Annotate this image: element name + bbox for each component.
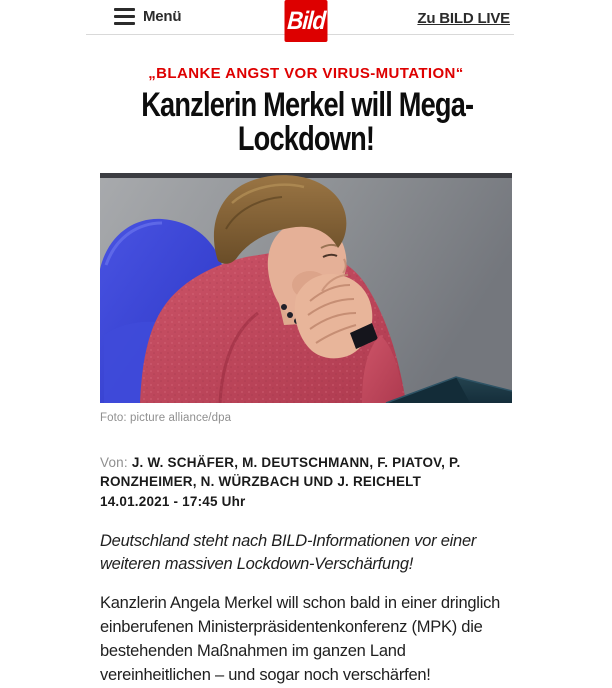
article-figure — [100, 173, 512, 424]
merkel-photo — [100, 173, 512, 403]
headline-line2: Lockdown! — [237, 120, 375, 158]
body-paragraph: Kanzlerin Angela Merkel will schon bald in einer dringlich einberufenen Ministerpräsidentenkonferenz (MPK) die bestehenden Maßnahmen im ganzen Land vereinheitlichen – und sogar noch verschärfen! — [100, 593, 501, 684]
menu-button[interactable] — [114, 8, 181, 25]
article-main — [100, 65, 512, 688]
publish-date: 14.01.2021 - 17:45 Uhr — [100, 493, 246, 509]
kicker: „BLANKE ANGST VOR VIRUS-MUTATION“ — [148, 65, 464, 82]
headline-line1: Kanzlerin Merkel will Mega- — [141, 86, 474, 124]
bild-logo-text: Bild — [286, 6, 326, 35]
hamburger-icon — [114, 8, 135, 25]
bild-logo[interactable] — [285, 0, 328, 42]
byline — [100, 454, 512, 512]
article-page — [100, 0, 512, 688]
menu-label: Menü — [143, 8, 182, 25]
byline-authors: J. W. SCHÄFER, M. DEUTSCHMANN, F. PIATOV, P. RONZHEIMER, N. WÜRZBACH UND J. REICHELT — [100, 455, 461, 489]
headline — [141, 86, 474, 158]
site-header — [100, 0, 512, 44]
byline-prefix: Von: — [100, 455, 128, 470]
bild-live-link[interactable]: Zu BILD LIVE — [417, 10, 510, 27]
photo-credit: Foto: picture alliance/dpa — [100, 412, 232, 424]
lede-paragraph: Deutschland steht nach BILD-Informationen vor einer weiteren massiven Lockdown-Verschärfung! — [100, 531, 477, 573]
